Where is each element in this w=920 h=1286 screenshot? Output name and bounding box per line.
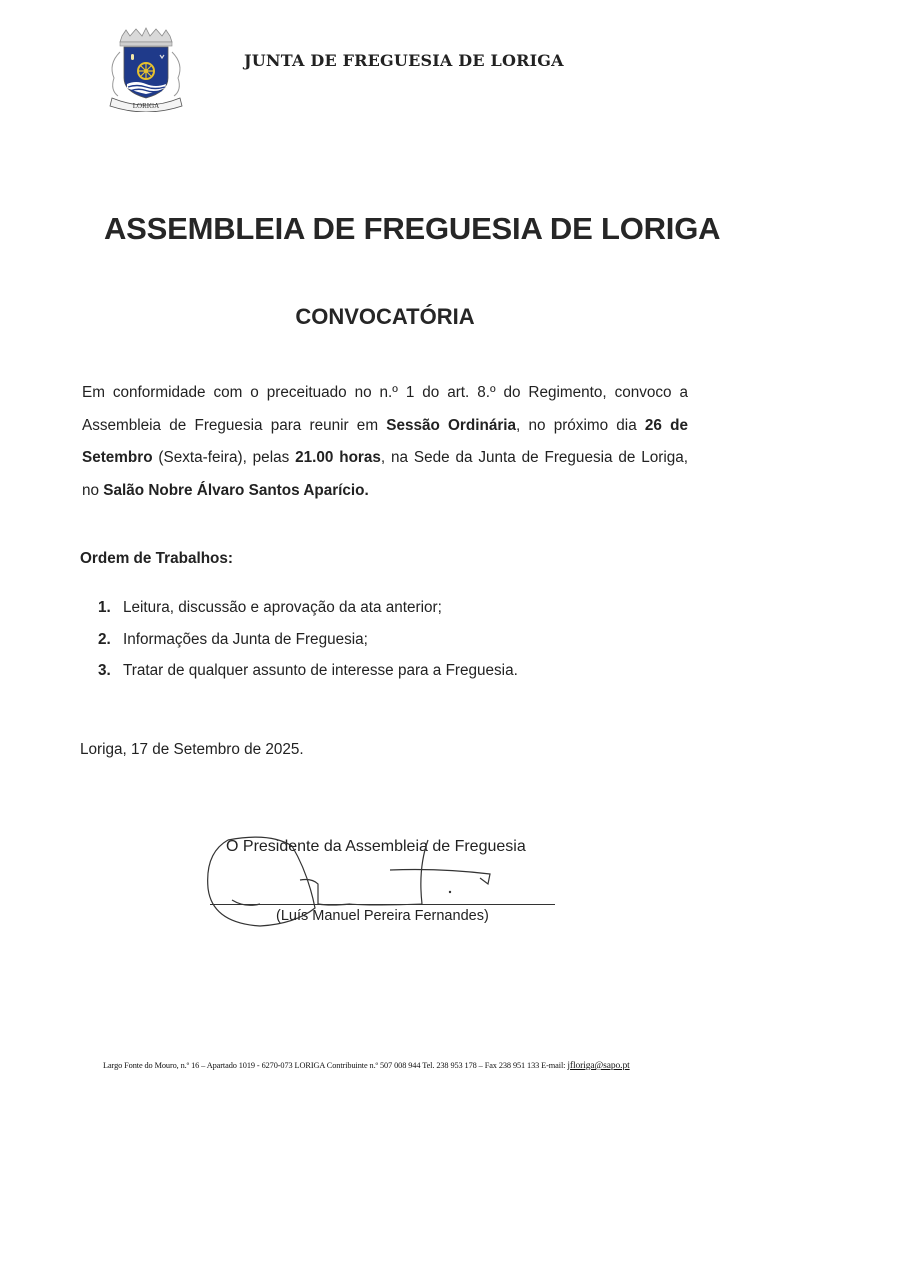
body-text-segment: , na Sede da Junta de Freguesia de Loriga, no <box>82 449 688 499</box>
handwritten-signature <box>200 828 500 938</box>
session-venue: Salão Nobre Álvaro Santos Aparício. <box>103 481 369 499</box>
session-date: 26 de Setembro <box>82 416 688 466</box>
date-line: Loriga, 17 de Setembro de 2025. <box>80 741 304 758</box>
coat-of-arms-logo <box>100 26 192 112</box>
signatory-title: O Presidente da Assembleia de Freguesia <box>226 838 526 855</box>
agenda-item-text: Informações da Junta de Freguesia; <box>123 630 368 648</box>
footer-contact <box>103 1061 630 1071</box>
convocation-paragraph <box>82 377 688 507</box>
agenda-heading: Ordem de Trabalhos: <box>80 550 234 567</box>
agenda-item-number: 1. <box>98 599 111 616</box>
crest-label: LORIGA <box>132 102 160 110</box>
agenda-item-number: 2. <box>98 630 111 648</box>
agenda-item <box>98 624 518 656</box>
agenda-item <box>98 592 518 624</box>
session-time: 21.00 horas <box>295 449 381 466</box>
body-text-segment: (Sexta-feira), pelas <box>152 449 296 466</box>
body-text-segment: , no próximo dia <box>516 416 645 434</box>
footer-email-link[interactable]: jfloriga@sapo.pt <box>567 1061 630 1071</box>
agenda-item-text: Leitura, discussão e aprovação da ata anterior; <box>123 599 442 616</box>
organization-name: JUNTA DE FREGUESIA DE LORIGA <box>244 51 564 70</box>
agenda-list <box>98 592 518 687</box>
session-type: Sessão Ordinária <box>386 416 517 434</box>
body-text-segment: Em conformidade com o preceituado no n.º 1 do art. 8.º do Regimento, convoco a Assembleia de Freguesia para reunir em <box>82 384 688 434</box>
document-title: ASSEMBLEIA DE FREGUESIA DE LORIGA <box>104 211 721 246</box>
agenda-item <box>98 655 518 687</box>
signatory-name: (Luís Manuel Pereira Fernandes) <box>276 908 489 924</box>
agenda-item-text: Tratar de qualquer assunto de interesse para a Freguesia. <box>123 662 518 679</box>
agenda-item-number: 3. <box>98 662 111 679</box>
document-subtitle: CONVOCATÓRIA <box>295 304 475 329</box>
footer-address: Largo Fonte do Mouro, n.º 16 – Apartado 1019 - 6270-073 LORIGA Contribuinte n.º 507 008 944 Tel. 238 953 178 – Fax 238 951 133 E-mail: <box>103 1061 568 1070</box>
